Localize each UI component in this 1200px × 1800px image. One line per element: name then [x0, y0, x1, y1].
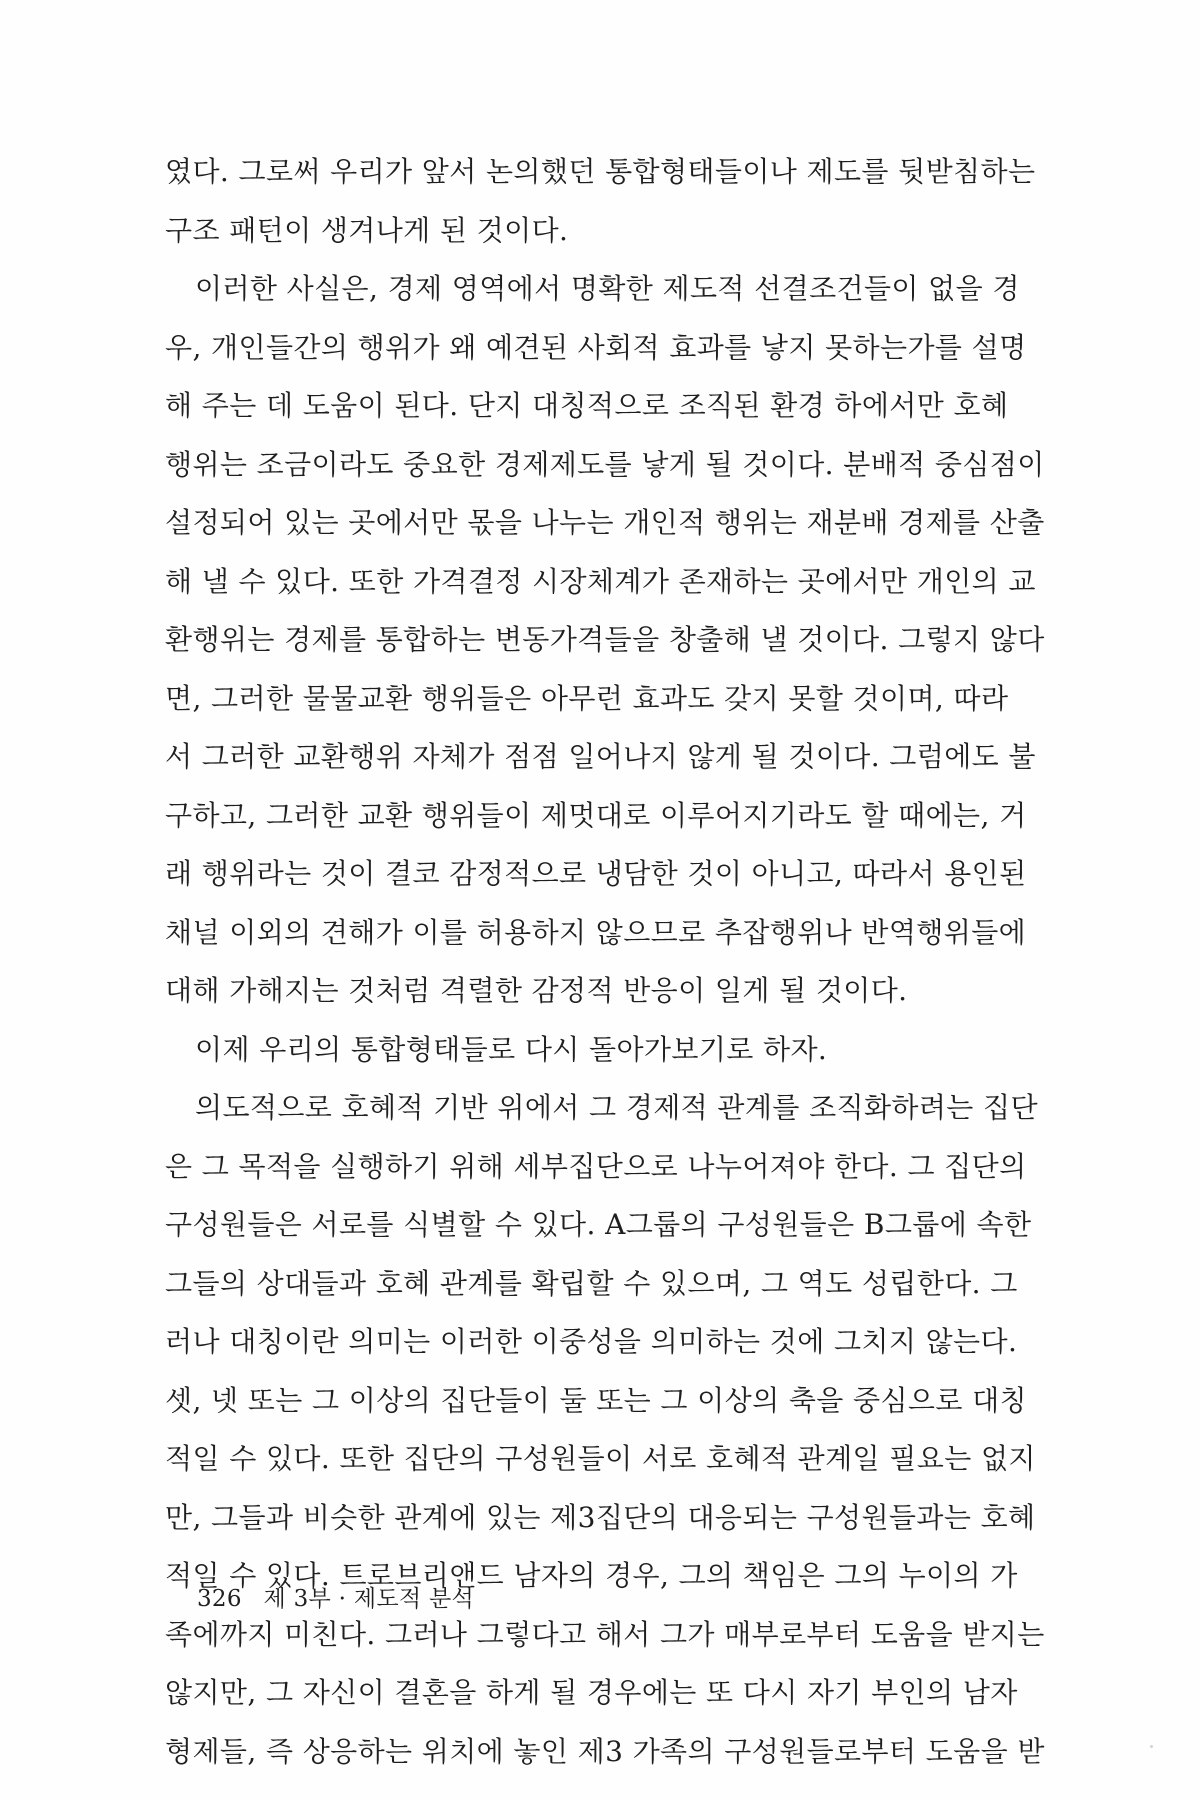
page-number: 326 [197, 1586, 242, 1612]
text-line: 우, 개인들간의 행위가 왜 예견된 사회적 효과를 낳지 못하는가를 설명 [165, 330, 1027, 364]
text-line: 러나 대칭이란 의미는 이러한 이중성을 의미하는 것에 그치지 않는다. [165, 1325, 1018, 1358]
text-line: 그들의 상대들과 호혜 관계를 확립할 수 있으며, 그 역도 성립한다. 그 [165, 1266, 1018, 1300]
running-footer-section: 제 3부 · 제도적 분석 [263, 1586, 475, 1612]
text-line: 서 그러한 교환행위 자체가 점점 일어나지 않게 될 것이다. 그럼에도 불 [165, 740, 1036, 773]
text-line: 형제들, 즉 상응하는 위치에 놓인 제3 가족의 구성원들로부터 도움을 받 [165, 1734, 1045, 1768]
text-line: 은 그 목적을 실행하기 위해 세부집단으로 나누어져야 한다. 그 집단의 [165, 1149, 1027, 1183]
text-line: 구조 패턴이 생겨나게 된 것이다. [165, 213, 569, 247]
text-line: 구성원들은 서로를 식별할 수 있다. A그룹의 구성원들은 B그룹에 속한 [165, 1208, 1032, 1241]
text-line: 않지만, 그 자신이 결혼을 하게 될 경우에는 또 다시 자기 부인의 남자 [165, 1676, 1018, 1709]
paragraph-start-line: 이제 우리의 통합형태들로 다시 돌아가보기로 하자. [195, 1032, 828, 1066]
text-line: 채널 이외의 견해가 이를 허용하지 않으므로 추잡행위나 반역행위들에 [165, 915, 1027, 949]
text-line: 적일 수 있다. 또한 집단의 구성원들이 서로 호혜적 관계일 필요는 없지 [165, 1442, 1036, 1475]
text-line: 해 주는 데 도움이 된다. 단지 대칭적으로 조직된 환경 하에서만 호혜 [165, 389, 1009, 422]
text-line: 해 낼 수 있다. 또한 가격결정 시장체계가 존재하는 곳에서만 개인의 교 [165, 564, 1036, 598]
text-line: 만, 그들과 비슷한 관계에 있는 제3집단의 대응되는 구성원들과는 호혜 [165, 1500, 1036, 1534]
text-line: 적일 수 있다. 트로브리앤드 남자의 경우, 그의 책임은 그의 누이의 가 [165, 1559, 1018, 1592]
scan-speck [1150, 1745, 1153, 1748]
paragraph-start-line: 이러한 사실은, 경제 영역에서 명확한 제도적 선결조건들이 없을 경 [195, 272, 1020, 305]
page-footer [197, 1580, 474, 1613]
text-line: 셋, 넷 또는 그 이상의 집단들이 둘 또는 그 이상의 축을 중심으로 대칭 [165, 1383, 1028, 1417]
text-line: 면, 그러한 물물교환 행위들은 아무런 효과도 갖지 못할 것이며, 따라 [165, 681, 1009, 715]
text-line: 대해 가해지는 것처럼 격렬한 감정적 반응이 일게 될 것이다. [165, 974, 908, 1007]
text-line: 설정되어 있는 곳에서만 몫을 나누는 개인적 행위는 재분배 경제를 산출 [165, 506, 1045, 539]
text-line: 였다. 그로써 우리가 앞서 논의했던 통합형태들이나 제도를 뒷받침하는 [165, 155, 1036, 188]
text-line: 족에까지 미친다. 그러나 그렇다고 해서 그가 매부로부터 도움을 받지는 [165, 1617, 1045, 1651]
text-line: 행위는 조금이라도 중요한 경제제도를 낳게 될 것이다. 분배적 중심점이 [165, 447, 1045, 481]
paragraph-start-line: 의도적으로 호혜적 기반 위에서 그 경제적 관계를 조직화하려는 집단 [195, 1091, 1038, 1124]
text-line: 환행위는 경제를 통합하는 변동가격들을 창출해 낼 것이다. 그렇지 않다 [165, 623, 1045, 656]
text-line: 구하고, 그러한 교환 행위들이 제멋대로 이루어지기라도 할 때에는, 거 [165, 798, 1027, 832]
body-text [165, 143, 1055, 1781]
text-line: 래 행위라는 것이 결코 감정적으로 냉담한 것이 아니고, 따라서 용인된 [165, 857, 1027, 890]
